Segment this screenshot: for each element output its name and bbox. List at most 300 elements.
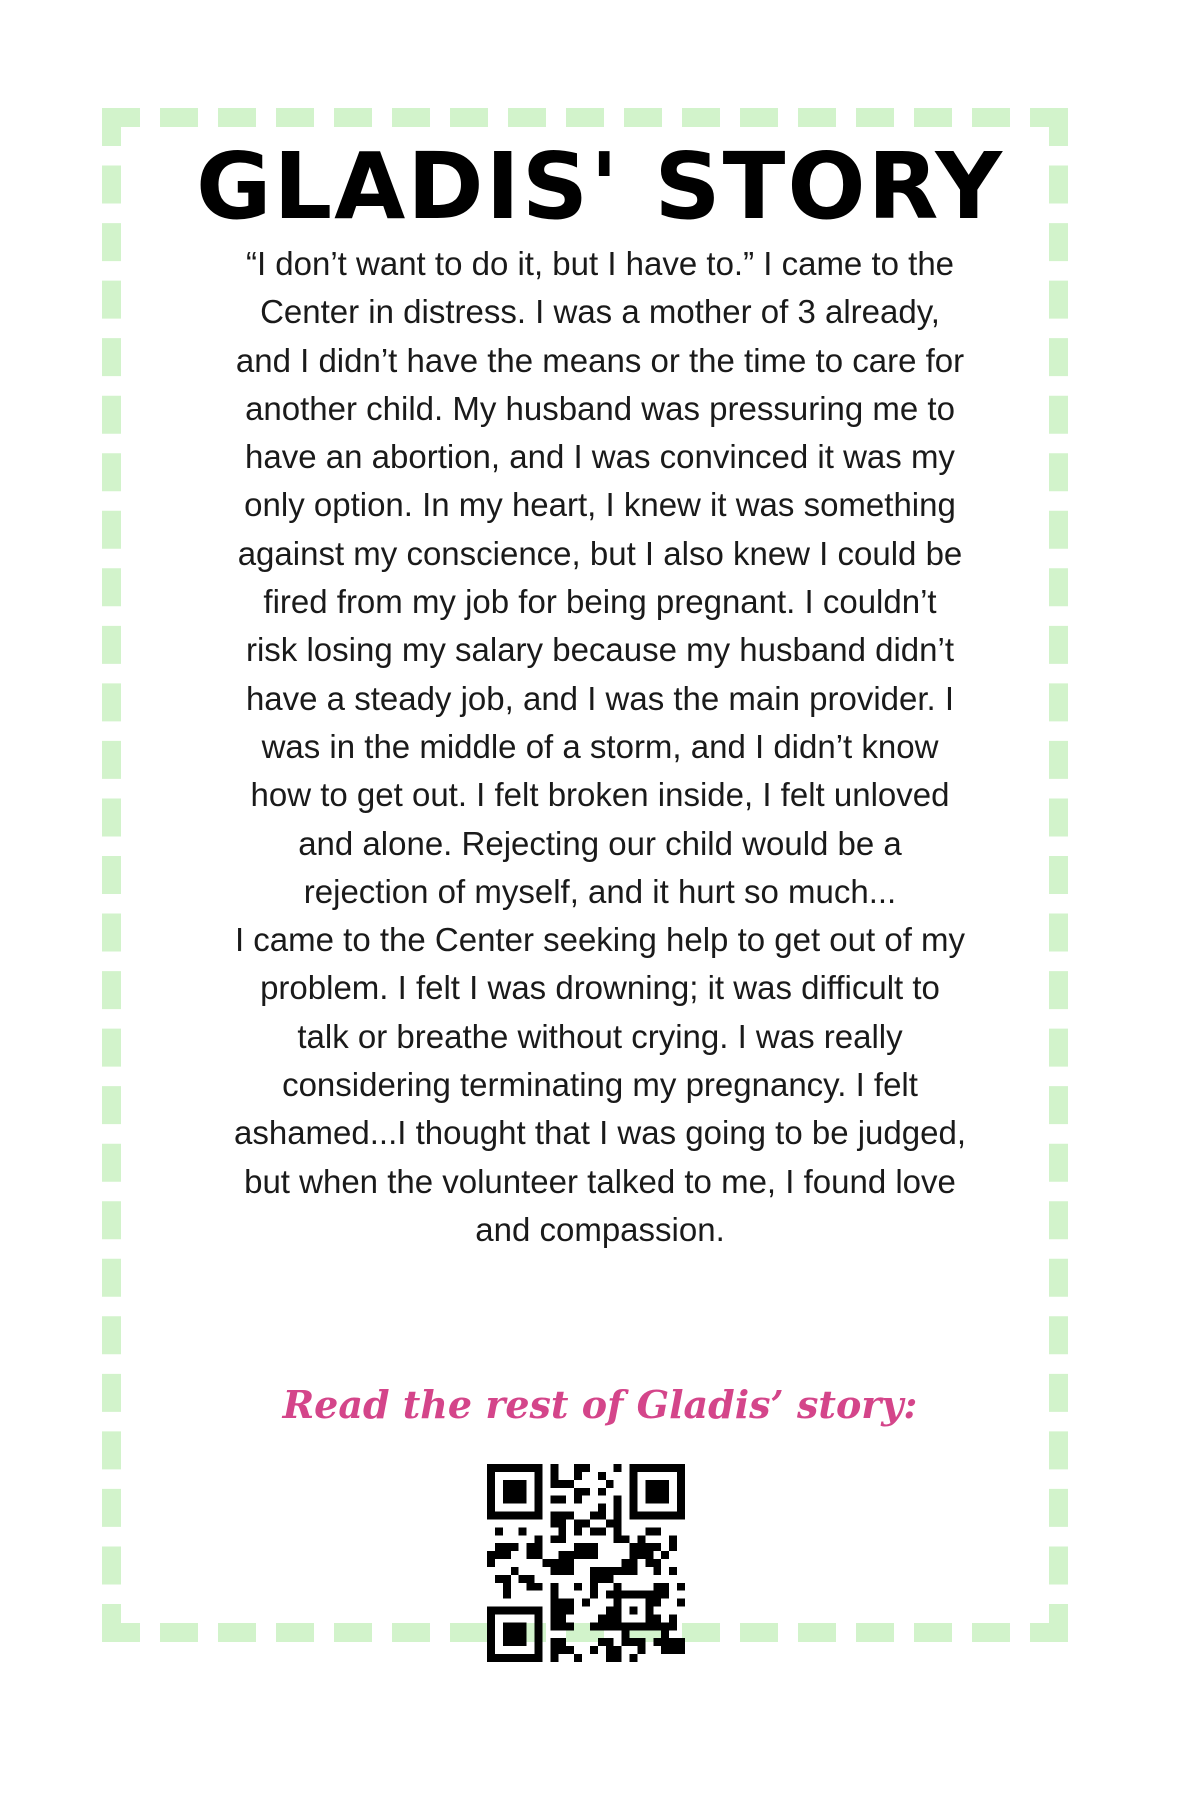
qr-module — [550, 1599, 558, 1607]
qr-module — [519, 1488, 527, 1496]
qr-module — [630, 1654, 638, 1662]
qr-module — [645, 1622, 653, 1630]
qr-module — [519, 1480, 527, 1488]
qr-module — [550, 1480, 558, 1488]
qr-module — [550, 1472, 558, 1480]
qr-module — [487, 1654, 495, 1662]
qr-module — [558, 1512, 566, 1520]
qr-module — [574, 1472, 582, 1480]
qr-module — [550, 1512, 558, 1520]
qr-module — [598, 1575, 606, 1583]
qr-module — [535, 1630, 543, 1638]
story-line: how to get out. I felt broken inside, I felt unloved — [250, 776, 950, 814]
qr-module — [661, 1638, 669, 1646]
story-line: problem. I felt I was drowning; it was difficult to — [260, 969, 940, 1007]
qr-module — [598, 1567, 606, 1575]
qr-module — [630, 1496, 638, 1504]
qr-module — [503, 1543, 511, 1551]
qr-module — [535, 1614, 543, 1622]
qr-module — [590, 1583, 598, 1591]
story-line: considering terminating my pregnancy. I felt — [282, 1066, 918, 1104]
qr-module — [622, 1559, 630, 1567]
qr-module — [677, 1638, 685, 1646]
qr-module — [606, 1607, 614, 1615]
qr-module — [495, 1464, 503, 1472]
story-line: and alone. Rejecting our child would be a — [298, 824, 902, 862]
qr-module — [503, 1654, 511, 1662]
story-line: and compassion. — [475, 1210, 725, 1248]
story-line: rejection of myself, and it hurt so much... — [303, 872, 897, 910]
qr-module — [495, 1654, 503, 1662]
qr-module — [606, 1646, 614, 1654]
qr-module — [582, 1519, 590, 1527]
qr-module — [590, 1551, 598, 1559]
qr-module — [653, 1591, 661, 1599]
qr-module — [487, 1480, 495, 1488]
read-more-text: Read the rest of Gladis’ story: — [282, 1382, 918, 1427]
qr-module — [630, 1480, 638, 1488]
qr-module — [590, 1567, 598, 1575]
qr-module — [598, 1614, 606, 1622]
qr-module — [637, 1646, 645, 1654]
qr-module — [598, 1504, 606, 1512]
qr-module — [511, 1630, 519, 1638]
qr-module — [669, 1614, 677, 1622]
qr-module — [503, 1496, 511, 1504]
qr-module — [550, 1496, 558, 1504]
qr-module — [487, 1559, 495, 1567]
qr-module — [558, 1599, 566, 1607]
qr-module — [535, 1654, 543, 1662]
qr-module — [653, 1488, 661, 1496]
qr-module — [630, 1591, 638, 1599]
qr-module — [550, 1654, 558, 1662]
qr-module — [550, 1567, 558, 1575]
qr-module — [630, 1567, 638, 1575]
qr-module — [653, 1464, 661, 1472]
qr-module — [661, 1551, 669, 1559]
qr-module — [558, 1527, 566, 1535]
qr-module — [614, 1583, 622, 1591]
story-line: talk or breathe without crying. I was really — [297, 1017, 903, 1055]
qr-module — [614, 1496, 622, 1504]
qr-module — [550, 1591, 558, 1599]
qr-module — [519, 1512, 527, 1520]
qr-module — [558, 1480, 566, 1488]
qr-module — [487, 1622, 495, 1630]
qr-module — [535, 1504, 543, 1512]
qr-module — [645, 1614, 653, 1622]
qr-module — [535, 1543, 543, 1551]
qr-module — [606, 1591, 614, 1599]
qr-module — [495, 1527, 503, 1535]
qr-module — [511, 1543, 519, 1551]
qr-module — [590, 1575, 598, 1583]
qr-module — [558, 1496, 566, 1504]
qr-module — [677, 1496, 685, 1504]
qr-module — [630, 1607, 638, 1615]
qr-module — [527, 1583, 535, 1591]
qr-module — [614, 1535, 622, 1543]
qr-module — [630, 1543, 638, 1551]
qr-module — [661, 1464, 669, 1472]
qr-module — [677, 1464, 685, 1472]
qr-module — [558, 1622, 566, 1630]
qr-module — [535, 1622, 543, 1630]
qr-module — [519, 1527, 527, 1535]
qr-module — [630, 1622, 638, 1630]
qr-module — [590, 1646, 598, 1654]
qr-module — [669, 1535, 677, 1543]
qr-module — [519, 1496, 527, 1504]
qr-module — [677, 1512, 685, 1520]
story-line: Center in distress. I was a mother of 3 already, — [260, 293, 940, 331]
qr-module — [614, 1464, 622, 1472]
qr-module — [527, 1654, 535, 1662]
qr-module — [630, 1512, 638, 1520]
qr-module — [630, 1472, 638, 1480]
qr-module — [558, 1551, 566, 1559]
qr-module — [535, 1464, 543, 1472]
qr-module — [614, 1599, 622, 1607]
qr-module — [503, 1607, 511, 1615]
qr-module — [550, 1519, 558, 1527]
qr-module — [535, 1607, 543, 1615]
qr-module — [550, 1622, 558, 1630]
page-title: GLADIS' STORY — [195, 133, 1005, 240]
qr-module — [630, 1488, 638, 1496]
qr-module — [582, 1464, 590, 1472]
qr-module — [535, 1551, 543, 1559]
qr-module — [511, 1654, 519, 1662]
qr-module — [653, 1480, 661, 1488]
qr-module — [630, 1559, 638, 1567]
qr-module — [661, 1488, 669, 1496]
story-line: another child. My husband was pressuring me to — [245, 389, 955, 427]
qr-code[interactable] — [487, 1464, 685, 1662]
qr-module — [519, 1622, 527, 1630]
qr-module — [669, 1622, 677, 1630]
qr-module — [637, 1622, 645, 1630]
qr-module — [574, 1551, 582, 1559]
qr-module — [527, 1551, 535, 1559]
qr-module — [511, 1512, 519, 1520]
qr-module — [630, 1464, 638, 1472]
qr-module — [535, 1488, 543, 1496]
qr-module — [622, 1630, 630, 1638]
qr-module — [614, 1512, 622, 1520]
qr-module — [622, 1591, 630, 1599]
qr-module — [590, 1527, 598, 1535]
qr-module — [550, 1583, 558, 1591]
qr-module — [614, 1622, 622, 1630]
qr-module — [614, 1654, 622, 1662]
qr-module — [645, 1559, 653, 1567]
qr-module — [669, 1638, 677, 1646]
qr-module — [519, 1607, 527, 1615]
qr-module — [582, 1599, 590, 1607]
qr-module — [645, 1607, 653, 1615]
qr-module — [677, 1472, 685, 1480]
qr-module — [558, 1535, 566, 1543]
qr-module — [495, 1551, 503, 1559]
qr-module — [527, 1512, 535, 1520]
qr-module — [487, 1646, 495, 1654]
qr-module — [614, 1646, 622, 1654]
qr-module — [574, 1496, 582, 1504]
qr-module — [598, 1488, 606, 1496]
qr-module — [574, 1583, 582, 1591]
qr-module — [519, 1630, 527, 1638]
qr-module — [574, 1519, 582, 1527]
qr-module — [582, 1543, 590, 1551]
qr-module — [637, 1464, 645, 1472]
qr-module — [558, 1567, 566, 1575]
qr-module — [487, 1551, 495, 1559]
qr-module — [550, 1607, 558, 1615]
qr-module — [574, 1488, 582, 1496]
qr-module — [677, 1583, 685, 1591]
qr-module — [566, 1646, 574, 1654]
qr-module — [645, 1599, 653, 1607]
qr-module — [630, 1551, 638, 1559]
qr-module — [535, 1496, 543, 1504]
qr-module — [637, 1543, 645, 1551]
qr-module — [653, 1614, 661, 1622]
qr-module — [519, 1638, 527, 1646]
qr-module — [582, 1551, 590, 1559]
qr-module — [558, 1559, 566, 1567]
qr-module — [574, 1464, 582, 1472]
qr-module — [558, 1638, 566, 1646]
qr-module — [487, 1614, 495, 1622]
qr-module — [637, 1535, 645, 1543]
qr-module — [669, 1646, 677, 1654]
qr-code-graphic — [487, 1464, 685, 1662]
qr-module — [550, 1559, 558, 1567]
qr-module — [606, 1567, 614, 1575]
qr-module — [535, 1472, 543, 1480]
qr-module — [487, 1496, 495, 1504]
qr-module — [495, 1543, 503, 1551]
qr-module — [661, 1496, 669, 1504]
qr-module — [606, 1480, 614, 1488]
qr-module — [511, 1464, 519, 1472]
story-line: was in the middle of a storm, and I didn’t know — [261, 727, 939, 765]
qr-module — [511, 1638, 519, 1646]
qr-module — [503, 1464, 511, 1472]
qr-module — [487, 1638, 495, 1646]
qr-module — [637, 1512, 645, 1520]
qr-module — [661, 1591, 669, 1599]
qr-module — [653, 1512, 661, 1520]
qr-module — [566, 1599, 574, 1607]
qr-module — [566, 1512, 574, 1520]
story-line: I came to the Center seeking help to get out of my — [234, 921, 966, 959]
qr-module — [487, 1512, 495, 1520]
qr-module — [645, 1527, 653, 1535]
qr-module — [637, 1638, 645, 1646]
qr-module — [487, 1630, 495, 1638]
qr-module — [661, 1480, 669, 1488]
qr-module — [661, 1622, 669, 1630]
qr-module — [503, 1583, 511, 1591]
story-line: ashamed...I thought that I was going to be judged, — [233, 1114, 966, 1152]
qr-module — [661, 1512, 669, 1520]
qr-module — [653, 1622, 661, 1630]
qr-module — [677, 1599, 685, 1607]
story-line: have a steady job, and I was the main provider. I — [245, 679, 955, 717]
qr-module — [495, 1512, 503, 1520]
qr-module — [653, 1583, 661, 1591]
qr-module — [622, 1535, 630, 1543]
qr-module — [661, 1630, 669, 1638]
qr-module — [503, 1480, 511, 1488]
qr-module — [669, 1464, 677, 1472]
qr-module — [653, 1567, 661, 1575]
qr-module — [653, 1496, 661, 1504]
qr-module — [645, 1488, 653, 1496]
story-line: against my conscience, but I also knew I could be — [237, 534, 963, 572]
qr-module — [598, 1512, 606, 1520]
qr-module — [503, 1638, 511, 1646]
qr-module — [606, 1575, 614, 1583]
qr-module — [614, 1519, 622, 1527]
qr-module — [645, 1496, 653, 1504]
story-line: risk losing my salary because my husband didn’t — [245, 631, 954, 669]
story-line: have an abortion, and I was convinced it was my — [245, 438, 955, 476]
qr-module — [495, 1607, 503, 1615]
story-text — [150, 240, 1050, 1254]
qr-module — [558, 1614, 566, 1622]
qr-module — [487, 1464, 495, 1472]
qr-module — [622, 1622, 630, 1630]
qr-module — [503, 1622, 511, 1630]
qr-module — [535, 1535, 543, 1543]
qr-module — [614, 1504, 622, 1512]
qr-module — [606, 1654, 614, 1662]
qr-module — [535, 1646, 543, 1654]
qr-module — [503, 1591, 511, 1599]
qr-module — [630, 1504, 638, 1512]
qr-module — [598, 1472, 606, 1480]
qr-module — [677, 1646, 685, 1654]
qr-module — [653, 1559, 661, 1567]
qr-module — [511, 1480, 519, 1488]
qr-module — [550, 1535, 558, 1543]
qr-module — [487, 1488, 495, 1496]
qr-module — [645, 1591, 653, 1599]
qr-module — [550, 1638, 558, 1646]
qr-module — [574, 1527, 582, 1535]
qr-module — [511, 1488, 519, 1496]
qr-module — [653, 1543, 661, 1551]
qr-module — [503, 1512, 511, 1520]
qr-module — [606, 1519, 614, 1527]
qr-module — [503, 1488, 511, 1496]
qr-module — [566, 1551, 574, 1559]
qr-module — [598, 1622, 606, 1630]
qr-module — [645, 1551, 653, 1559]
qr-module — [519, 1575, 527, 1583]
qr-module — [487, 1607, 495, 1615]
qr-module — [550, 1614, 558, 1622]
qr-module — [558, 1519, 566, 1527]
qr-module — [495, 1575, 503, 1583]
qr-module — [614, 1567, 622, 1575]
qr-module — [511, 1567, 519, 1575]
qr-module — [637, 1551, 645, 1559]
qr-module — [519, 1654, 527, 1662]
qr-module — [669, 1543, 677, 1551]
qr-module — [535, 1512, 543, 1520]
qr-module — [511, 1496, 519, 1504]
qr-module — [661, 1646, 669, 1654]
qr-module — [511, 1622, 519, 1630]
qr-module — [598, 1638, 606, 1646]
qr-module — [669, 1567, 677, 1575]
qr-module — [527, 1464, 535, 1472]
qr-module — [590, 1622, 598, 1630]
qr-module — [527, 1575, 535, 1583]
qr-module — [645, 1480, 653, 1488]
story-line: fired from my job for being pregnant. I couldn’t — [263, 583, 937, 621]
qr-module — [622, 1567, 630, 1575]
qr-module — [645, 1543, 653, 1551]
qr-module — [503, 1551, 511, 1559]
qr-module — [527, 1543, 535, 1551]
qr-module — [622, 1638, 630, 1646]
qr-module — [590, 1543, 598, 1551]
qr-module — [511, 1607, 519, 1615]
qr-module — [653, 1599, 661, 1607]
qr-module — [566, 1567, 574, 1575]
story-line: only option. In my heart, I knew it was something — [244, 486, 956, 524]
qr-module — [574, 1654, 582, 1662]
qr-module — [645, 1512, 653, 1520]
qr-module — [542, 1559, 550, 1567]
qr-module — [614, 1527, 622, 1535]
qr-module — [558, 1646, 566, 1654]
qr-module — [677, 1480, 685, 1488]
qr-module — [645, 1464, 653, 1472]
story-line: “I don’t want to do it, but I have to.” I came to the — [245, 245, 955, 282]
qr-module — [503, 1630, 511, 1638]
qr-module — [519, 1464, 527, 1472]
qr-module — [535, 1638, 543, 1646]
qr-module — [582, 1488, 590, 1496]
qr-module — [566, 1622, 574, 1630]
qr-module — [614, 1591, 622, 1599]
qr-module — [566, 1607, 574, 1615]
qr-module — [614, 1607, 622, 1615]
qr-module — [637, 1591, 645, 1599]
qr-module — [566, 1559, 574, 1567]
qr-module — [574, 1543, 582, 1551]
qr-module — [653, 1638, 661, 1646]
qr-module — [630, 1638, 638, 1646]
qr-module — [677, 1504, 685, 1512]
qr-module — [487, 1504, 495, 1512]
story-line: and I didn’t have the means or the time to care for — [235, 341, 965, 379]
qr-module — [535, 1583, 543, 1591]
qr-module — [653, 1527, 661, 1535]
qr-module — [590, 1512, 598, 1520]
qr-module — [558, 1607, 566, 1615]
qr-module — [535, 1480, 543, 1488]
qr-module — [598, 1527, 606, 1535]
qr-module — [590, 1591, 598, 1599]
